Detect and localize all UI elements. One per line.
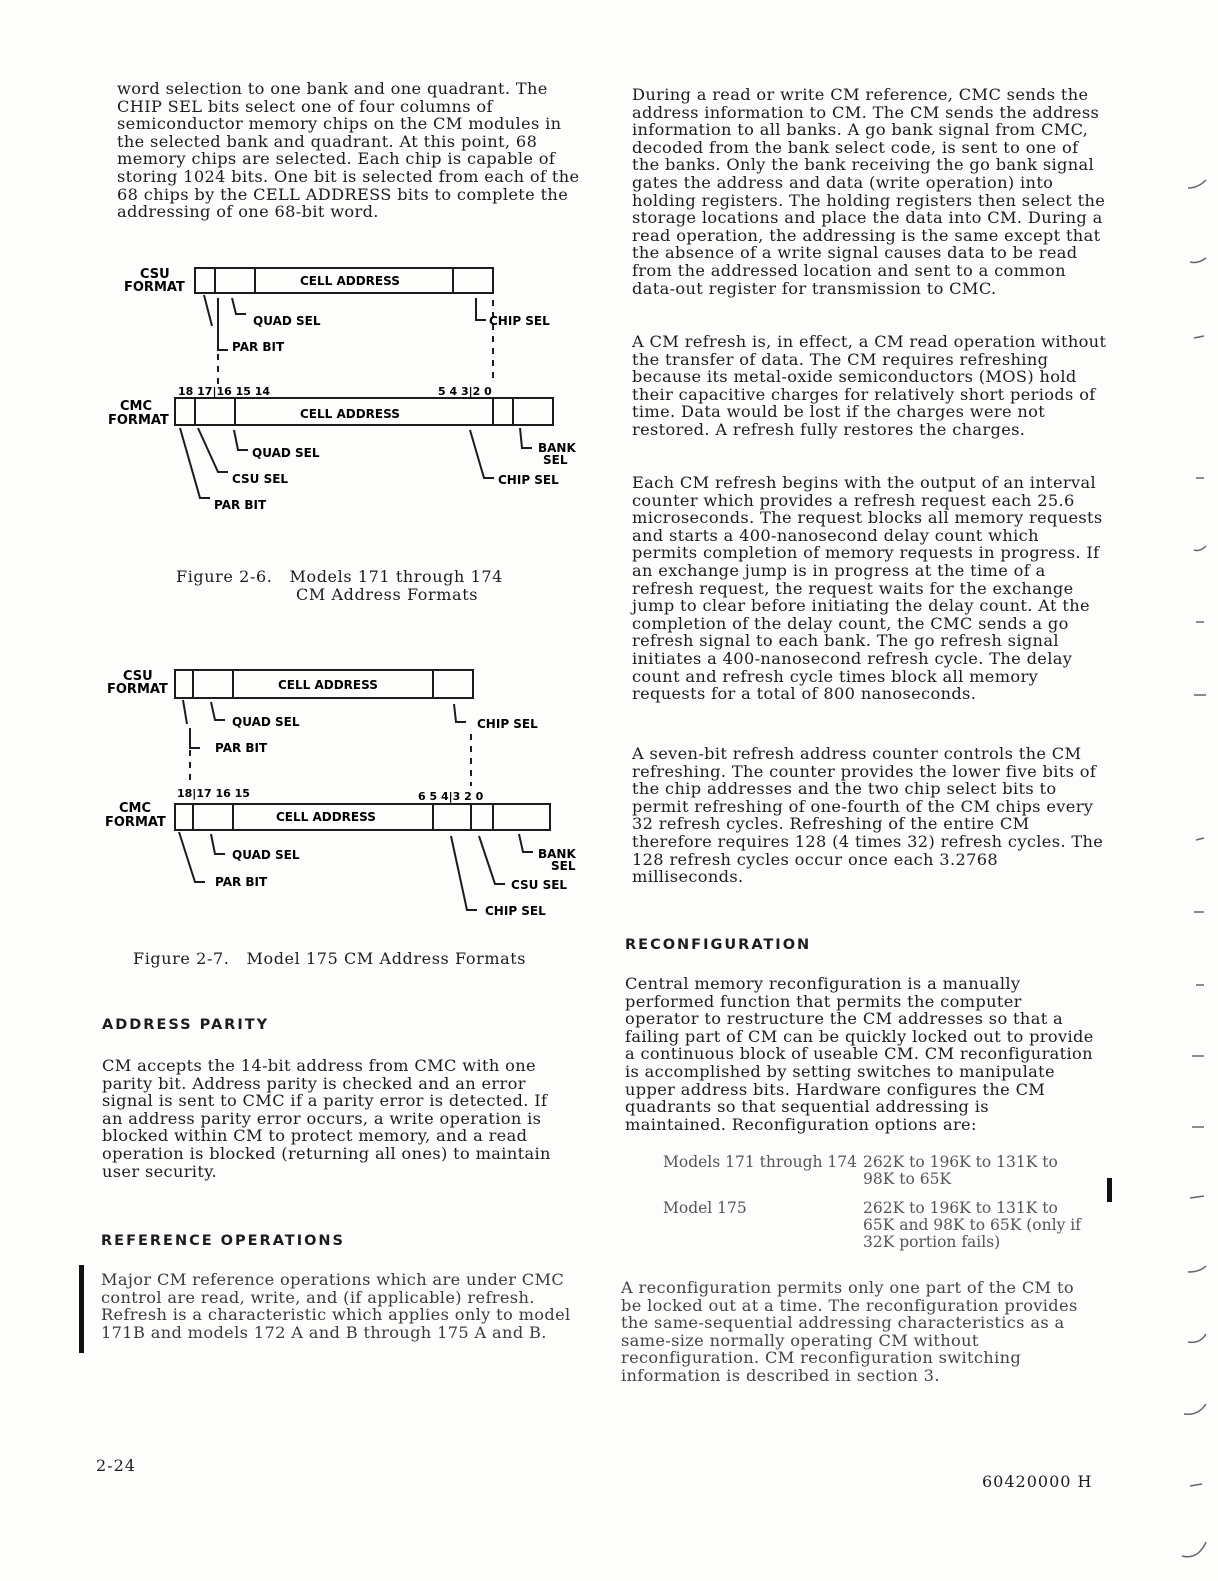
cmc-format-label-2: FORMAT	[108, 413, 169, 428]
cmc-format-label-2: FORMAT	[105, 815, 166, 830]
cell-address-label: CELL ADDRESS	[278, 678, 378, 692]
figure-2-6-diagram	[100, 262, 600, 522]
csu-sel-label: CSU SEL	[511, 878, 568, 892]
chip-sel-label: CHIP SEL	[477, 717, 538, 731]
chip-sel-label: CHIP SEL	[498, 473, 559, 487]
figure-2-7-diagram	[95, 664, 595, 924]
figure-2-7-caption: Figure 2-7. Model 175 CM Address Formats	[133, 949, 527, 968]
option-values: 262K to 196K to 131K to 65K and 98K to 65K (only if 32K portion fails)	[863, 1199, 1081, 1251]
address-parity-heading: ADDRESS PARITY	[102, 1017, 270, 1033]
csu-format-label-2: FORMAT	[107, 682, 168, 697]
csu-format-label: CSU	[140, 267, 170, 282]
quad-sel-label: QUAD SEL	[232, 848, 300, 862]
bit-numbers-left: 18 17|16 15 14	[178, 385, 271, 398]
option-model: Model 175	[663, 1199, 747, 1217]
refresh-paragraph: A CM refresh is, in effect, a CM read operation without the transfer of data. The CM requires refreshing because its metal-oxide semiconductors (MOS) hold their capacitive charges for relatively short periods of time. Data would be lost if the charges were not restored. A refresh fully restores the charges.	[632, 332, 1107, 439]
bank-sel-label-2: SEL	[551, 859, 576, 873]
bit-numbers-right: 5 4 3|2 0	[438, 385, 492, 398]
bank-sel-label: BANK	[538, 441, 576, 455]
csu-sel-label: CSU SEL	[232, 472, 289, 486]
change-bar	[1107, 1178, 1112, 1202]
table-row	[663, 1154, 1083, 1200]
reconfiguration-options-table	[663, 1154, 1083, 1263]
figure-2-6-caption: Figure 2-6. Models 171 through 174 CM Address Formats	[176, 567, 503, 604]
cmc-format-label: CMC	[120, 399, 153, 414]
par-bit-label: PAR BIT	[215, 875, 268, 889]
read-write-paragraph: During a read or write CM reference, CMC sends the address information to CM. The CM sends the address information to all banks. A go bank signal from CMC, decoded from the bank select code, is sent to one of the banks. Only the bank receiving the go bank signal gates the address and data (write operation) into holding registers. The holding registers then select the storage locations and place the data into CM. During a read operation, the addressing is the same except that the absence of a write signal causes data to be read from the addressed location and sent to a common data-out register for transmission to CMC.	[632, 85, 1106, 298]
csu-format-label-2: FORMAT	[124, 280, 185, 295]
quad-sel-label: QUAD SEL	[252, 446, 320, 460]
chip-sel-label: CHIP SEL	[485, 904, 546, 918]
csu-format-label: CSU	[123, 669, 153, 684]
par-bit-label: PAR BIT	[214, 498, 267, 512]
reconfiguration-heading: RECONFIGURATION	[625, 937, 812, 953]
reference-operations-paragraph: Major CM reference operations which are under CMC control are read, write, and (if applicable) refresh. Refresh is a characteristic which applies only to model 171B and models 172 A and B through 175 A and B.	[101, 1270, 571, 1342]
option-model: Models 171 through 174	[663, 1153, 857, 1171]
bank-sel-label: BANK	[538, 847, 576, 861]
bank-sel-label-2: SEL	[543, 453, 568, 467]
bit-numbers-right: 6 5 4|3 2 0	[418, 790, 484, 803]
page-number: 2-24	[96, 1456, 136, 1475]
change-bar	[79, 1265, 84, 1353]
reference-operations-heading: REFERENCE OPERATIONS	[101, 1233, 345, 1249]
reconfiguration-closing-paragraph: A reconfiguration permits only one part of the CM to be locked out at a time. The reconfiguration provides the same-sequential addressing characteristics as a same-size normally operating CM without reconfiguration. CM reconfiguration switching information is described in section 3.	[621, 1278, 1078, 1385]
cmc-format-label: CMC	[119, 801, 152, 816]
reconfiguration-paragraph: Central memory reconfiguration is a manually performed function that permits the computer operator to restructure the CM addresses so that a failing part of CM can be quickly locked out to provide a continuous block of useable CM. CM reconfiguration is accomplished by setting switches to manipulate upper address bits. Hardware configures the CM quadrants so that sequential addressing is maintained. Reconfiguration options are:	[625, 974, 1094, 1134]
option-values: 262K to 196K to 131K to 98K to 65K	[863, 1153, 1058, 1188]
address-parity-paragraph: CM accepts the 14-bit address from CMC with one parity bit. Address parity is checked and an error signal is sent to CMC if a parity error is detected. If an address parity error occurs, a write operation is blocked within CM to protect memory, and a read operation is blocked (returning all ones) to maintain user security.	[102, 1056, 551, 1181]
quad-sel-label: QUAD SEL	[232, 715, 300, 729]
each-refresh-paragraph: Each CM refresh begins with the output of an interval counter which provides a refresh request each 25.6 microseconds. The request blocks all memory requests and starts a 400-nanosecond delay count which permits completion of memory requests in progress. If an exchange jump is in progress at the time of a refresh request, the request waits for the exchange jump to clear before initiating the delay count. At the completion of the delay count, the CMC sends a go refresh signal to each bank. The go refresh signal initiates a 400-nanosecond refresh cycle. The delay count and refresh cycle times block all memory requests for a total of 800 nanoseconds.	[632, 473, 1103, 704]
scan-edge-marks	[1168, 0, 1218, 1581]
cell-address-label: CELL ADDRESS	[300, 274, 400, 288]
quad-sel-label: QUAD SEL	[253, 314, 321, 328]
document-number: 60420000 H	[982, 1472, 1093, 1491]
table-row	[663, 1200, 1083, 1263]
par-bit-label: PAR BIT	[232, 340, 285, 354]
par-bit-label: PAR BIT	[215, 741, 268, 755]
intro-paragraph: word selection to one bank and one quadrant. The CHIP SEL bits select one of four columns of semiconductor memory chips on the CM modules in the selected bank and quadrant. At this point, 68 memory chips are selected. Each chip is capable of storing 1024 bits. One bit is selected from each of the 68 chips by the CELL ADDRESS bits to complete the addressing of one 68-bit word.	[117, 79, 580, 222]
counter-paragraph: A seven-bit refresh address counter controls the CM refreshing. The counter provides the lower five bits of the chip addresses and the two chip select bits to permit refreshing of one-fourth of the CM chips every 32 refresh cycles. Refreshing of the entire CM therefore requires 128 (4 times 32) refresh cycles. The 128 refresh cycles occur once each 3.2768 milliseconds.	[632, 744, 1104, 887]
chip-sel-label: CHIP SEL	[489, 314, 550, 328]
bit-numbers-left: 18|17 16 15	[177, 787, 250, 800]
cell-address-label: CELL ADDRESS	[276, 810, 376, 824]
cell-address-label: CELL ADDRESS	[300, 407, 400, 421]
